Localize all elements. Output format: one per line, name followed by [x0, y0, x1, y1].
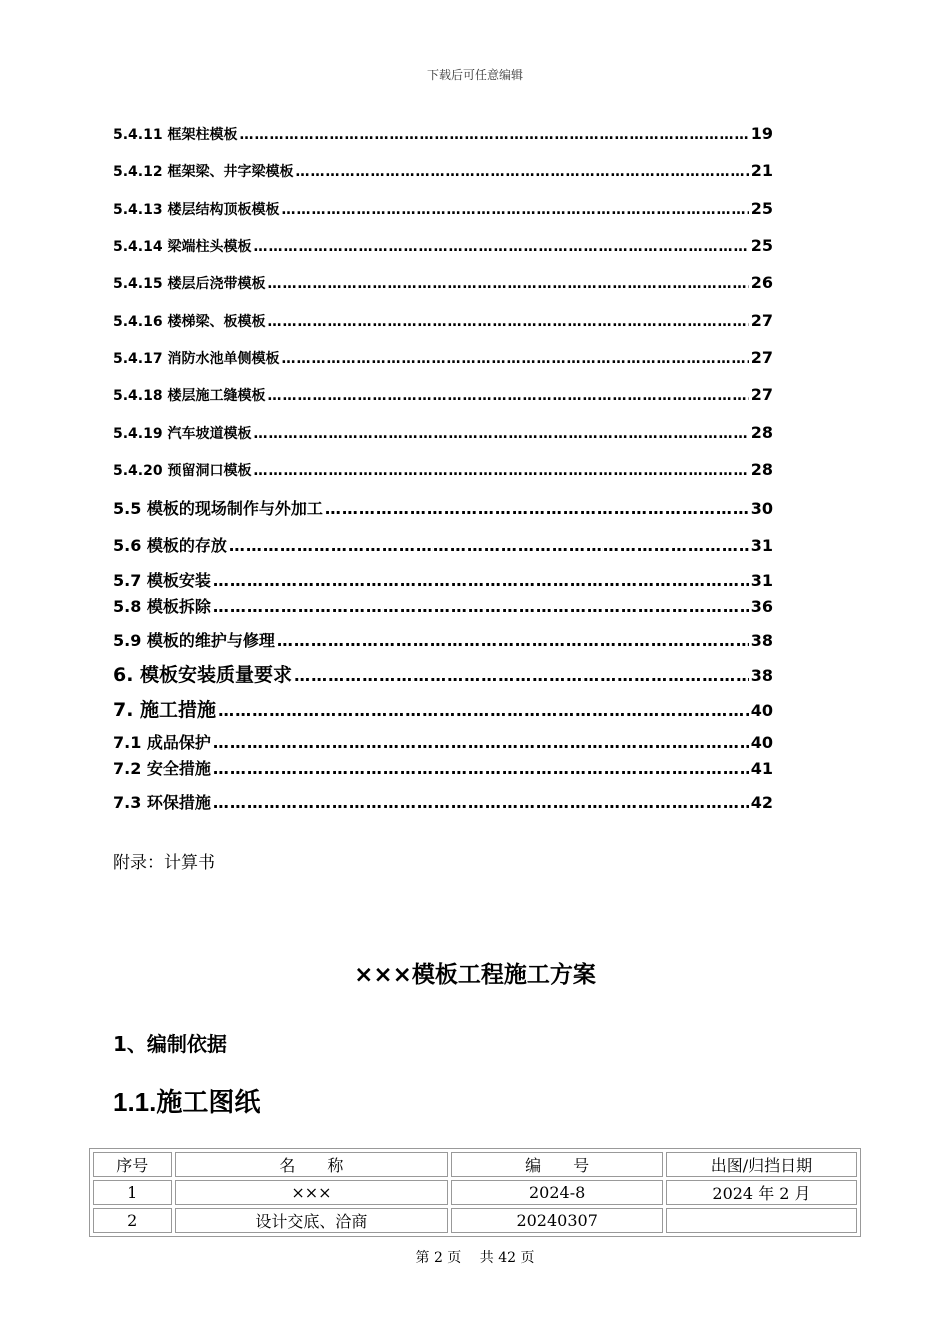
table-header-cell: 编 号 — [451, 1152, 663, 1177]
toc-leader-dots — [239, 127, 748, 143]
toc-entry-page: 27 — [750, 348, 773, 367]
toc-entry[interactable] — [113, 161, 773, 181]
table-cell: 1 — [93, 1180, 172, 1205]
section-heading-1-1: 1.1.施工图纸 — [113, 1087, 261, 1117]
page-header-note: 下载后可任意编辑 — [426, 68, 523, 82]
toc-leader-dots — [281, 202, 748, 218]
toc-entry-label: 5.9 模板的维护与修理 — [113, 631, 275, 650]
toc-leader-dots — [213, 759, 749, 778]
document-title: ×××模板工程施工方案 — [354, 962, 596, 988]
table-header-cell: 出图/归挡日期 — [666, 1152, 857, 1177]
toc-leader-dots — [213, 733, 749, 752]
toc-entry-page: 25 — [750, 199, 773, 218]
page-footer: 第 2 页 共 42 页 — [415, 1250, 535, 1266]
toc-entry-label: 5.4.17 消防水池单侧模板 — [113, 351, 280, 367]
toc-leader-dots — [213, 793, 749, 812]
toc-entry-page: 31 — [750, 536, 773, 555]
toc-entry-page: 19 — [750, 124, 773, 143]
toc-leader-dots — [295, 164, 748, 180]
toc-leader-dots — [281, 351, 748, 367]
table-cell: 设计交底、洽商 — [175, 1208, 449, 1233]
toc-entry[interactable] — [113, 236, 773, 256]
toc-entry[interactable] — [113, 311, 773, 331]
toc-entry-page: 21 — [750, 161, 773, 180]
toc-leader-dots — [229, 536, 749, 555]
toc-entry-label: 5.5 模板的现场制作与外加工 — [113, 499, 323, 518]
toc-entry-page: 40 — [750, 733, 773, 752]
toc-entry-label: 5.4.15 楼层后浇带模板 — [113, 276, 266, 292]
toc-entry-page: 31 — [750, 571, 773, 590]
toc-entry-page: 27 — [750, 385, 773, 404]
toc-entry-label: 5.4.18 楼层施工缝模板 — [113, 388, 266, 404]
toc-entry-page: 25 — [750, 236, 773, 255]
toc-entry-page: 41 — [750, 759, 773, 778]
toc-entry-page: 38 — [750, 631, 773, 650]
toc-entry-label: 5.8 模板拆除 — [113, 597, 211, 616]
toc-entry-label: 7.1 成品保护 — [113, 733, 211, 752]
toc-entry-page: 26 — [750, 273, 773, 292]
table-row — [93, 1208, 857, 1233]
table-cell: 2 — [93, 1208, 172, 1233]
toc-entry[interactable] — [113, 594, 773, 617]
toc-entry-label: 5.4.12 框架梁、井字梁模板 — [113, 164, 294, 180]
toc-leader-dots — [325, 499, 749, 518]
table-cell: 2024 年 2 月 — [666, 1180, 857, 1205]
toc-entry-label: 7. 施工措施 — [113, 699, 217, 721]
toc-leader-dots — [277, 631, 749, 650]
toc-entry[interactable] — [113, 730, 773, 753]
toc-leader-dots — [253, 426, 748, 442]
toc-entry[interactable] — [113, 756, 773, 779]
toc-leader-dots — [267, 388, 748, 404]
toc-leader-dots — [267, 314, 748, 330]
toc-entry-label: 5.4.13 楼层结构顶板模板 — [113, 202, 280, 218]
toc-entry[interactable] — [113, 496, 773, 519]
table-header-cell: 名 称 — [175, 1152, 449, 1177]
toc-entry-page: 30 — [750, 499, 773, 518]
toc-leader-dots — [218, 701, 749, 720]
toc-entry-label: 5.6 模板的存放 — [113, 536, 227, 555]
toc-leader-dots — [213, 571, 749, 590]
toc-entry[interactable] — [113, 199, 773, 219]
table-header-cell: 序号 — [93, 1152, 172, 1177]
section-heading-1: 1、编制依据 — [113, 1032, 227, 1056]
toc-entry[interactable] — [113, 124, 773, 144]
toc-entry[interactable] — [113, 533, 773, 556]
toc-entry[interactable] — [113, 460, 773, 480]
toc-entry-page: 28 — [750, 460, 773, 479]
toc-entry-label: 5.4.20 预留洞口模板 — [113, 463, 252, 479]
toc-entry-label: 5.4.19 汽车坡道模板 — [113, 426, 252, 442]
toc-entry[interactable] — [113, 568, 773, 591]
toc-entry-label: 5.7 模板安装 — [113, 571, 211, 590]
toc-leader-dots — [267, 276, 748, 292]
toc-leader-dots — [253, 239, 748, 255]
toc-entry[interactable] — [113, 273, 773, 293]
toc-entry[interactable] — [113, 423, 773, 443]
toc-entry[interactable] — [113, 695, 773, 722]
toc-entry[interactable] — [113, 385, 773, 405]
toc-entry[interactable] — [113, 660, 773, 687]
table-cell: 20240307 — [451, 1208, 663, 1233]
toc-entry-page: 38 — [750, 666, 773, 685]
table-cell — [666, 1208, 857, 1233]
toc-entry-label: 5.4.16 楼梯梁、板模板 — [113, 314, 266, 330]
toc-entry-page: 36 — [750, 597, 773, 616]
toc-leader-dots — [213, 597, 749, 616]
drawings-table — [89, 1148, 861, 1237]
appendix-note: 附录：计算书 — [113, 853, 215, 873]
toc-entry-label: 6. 模板安装质量要求 — [113, 664, 293, 686]
toc-leader-dots — [294, 666, 749, 685]
table-cell: 2024-8 — [451, 1180, 663, 1205]
toc-entry-label: 5.4.11 框架柱模板 — [113, 127, 238, 143]
toc-entry-page: 42 — [750, 793, 773, 812]
toc-entry-page: 40 — [750, 701, 773, 720]
table-cell: ××× — [175, 1180, 449, 1205]
toc-leader-dots — [253, 463, 748, 479]
table-header-row — [93, 1152, 857, 1177]
toc-entry-page: 28 — [750, 423, 773, 442]
toc-entry-page: 27 — [750, 311, 773, 330]
toc-entry[interactable] — [113, 790, 773, 813]
toc-entry-label: 7.3 环保措施 — [113, 793, 211, 812]
toc-entry[interactable] — [113, 628, 773, 651]
toc-entry-label: 5.4.14 梁端柱头模板 — [113, 239, 252, 255]
toc-entry-label: 7.2 安全措施 — [113, 759, 211, 778]
table-row — [93, 1180, 857, 1205]
toc-entry[interactable] — [113, 348, 773, 368]
